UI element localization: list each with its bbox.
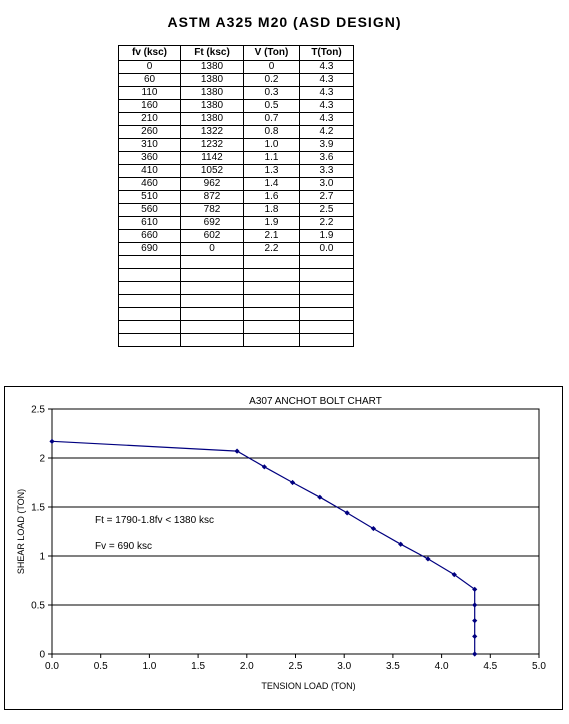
table-cell: 1.8	[244, 204, 300, 217]
table-cell: 2.5	[300, 204, 354, 217]
table-cell: 692	[181, 217, 244, 230]
data-point-marker	[472, 634, 477, 639]
y-axis-label: SHEAR LOAD (TON)	[16, 488, 26, 575]
table-cell: 3.3	[300, 165, 354, 178]
data-point-marker	[398, 542, 403, 547]
table-cell: 4.3	[300, 74, 354, 87]
table-cell: 962	[181, 178, 244, 191]
table-cell: 210	[119, 113, 181, 126]
table-cell: 0.3	[244, 87, 300, 100]
column-header-ft: Ft (ksc)	[181, 46, 244, 61]
y-tick-label: 0	[39, 649, 45, 661]
table-cell: 3.9	[300, 139, 354, 152]
column-header-fv: fv (ksc)	[119, 46, 181, 61]
y-tick-label: 1.5	[31, 502, 45, 514]
table-cell: 2.7	[300, 191, 354, 204]
table-cell: 160	[119, 100, 181, 113]
table-cell: 0.5	[244, 100, 300, 113]
table-cell: 2.2	[244, 243, 300, 256]
data-point-marker	[472, 618, 477, 623]
table-cell: 460	[119, 178, 181, 191]
table-cell: 1.1	[244, 152, 300, 165]
table-cell: 4.3	[300, 113, 354, 126]
x-tick-label: 4.0	[434, 661, 449, 672]
table-cell: 60	[119, 74, 181, 87]
y-tick-label: 0.5	[31, 600, 45, 612]
x-tick-label: 2.0	[239, 661, 254, 672]
table-cell: 0	[181, 243, 244, 256]
table-cell: 602	[181, 230, 244, 243]
data-point-marker	[425, 556, 430, 561]
table-cell: 510	[119, 191, 181, 204]
table-cell: 1380	[181, 100, 244, 113]
data-point-marker	[345, 510, 350, 515]
x-tick-label: 0.0	[45, 661, 59, 672]
table-cell: 1322	[181, 126, 244, 139]
table-cell: 560	[119, 204, 181, 217]
column-header-v: V (Ton)	[244, 46, 300, 61]
table-cell: 872	[181, 191, 244, 204]
table-cell: 1380	[181, 74, 244, 87]
x-tick-label: 3.5	[385, 661, 400, 672]
data-point-marker	[49, 439, 54, 444]
table-cell: 4.2	[300, 126, 354, 139]
table-cell: 1.9	[244, 217, 300, 230]
data-point-marker	[262, 464, 267, 469]
table-cell: 0.7	[244, 113, 300, 126]
data-point-marker	[317, 495, 322, 500]
y-tick-label: 1	[39, 551, 45, 563]
x-tick-label: 4.5	[483, 661, 498, 672]
table-cell: 110	[119, 87, 181, 100]
table-cell: 260	[119, 126, 181, 139]
table-cell: 360	[119, 152, 181, 165]
table-cell: 410	[119, 165, 181, 178]
data-point-marker	[472, 651, 477, 656]
table-cell: 610	[119, 217, 181, 230]
data-point-marker	[290, 480, 295, 485]
table-cell: 1380	[181, 61, 244, 74]
table-cell: 782	[181, 204, 244, 217]
table-cell: 1.3	[244, 165, 300, 178]
table-cell: 690	[119, 243, 181, 256]
table-cell: 1142	[181, 152, 244, 165]
table-cell: 0.0	[300, 243, 354, 256]
table-cell: 0	[244, 61, 300, 74]
column-header-t: T(Ton)	[300, 46, 354, 61]
x-axis-label: TENSION LOAD (TON)	[261, 681, 356, 691]
x-tick-label: 5.0	[532, 661, 546, 672]
table-cell: 1.4	[244, 178, 300, 191]
table-cell: 4.3	[300, 61, 354, 74]
table-cell: 660	[119, 230, 181, 243]
table-cell: 0.8	[244, 126, 300, 139]
table-cell: 1380	[181, 113, 244, 126]
table-cell: 3.6	[300, 152, 354, 165]
table-cell: 0	[119, 61, 181, 74]
y-tick-label: 2	[39, 453, 45, 465]
table-cell: 1052	[181, 165, 244, 178]
page-title: ASTM A325 M20 (ASD DESIGN)	[167, 14, 402, 30]
table-cell: 0.2	[244, 74, 300, 87]
x-tick-label: 1.0	[142, 661, 157, 672]
table-cell: 310	[119, 139, 181, 152]
fv-annotation: Fv = 690 ksc	[95, 541, 152, 552]
table-cell: 2.2	[300, 217, 354, 230]
table-cell: 4.3	[300, 87, 354, 100]
chart-title: A307 ANCHOT BOLT CHART	[249, 396, 382, 407]
x-tick-label: 0.5	[93, 661, 108, 672]
table-cell: 1.9	[300, 230, 354, 243]
data-point-marker	[371, 526, 376, 531]
table-cell: 1380	[181, 87, 244, 100]
data-point-marker	[234, 449, 239, 454]
table-cell: 1.6	[244, 191, 300, 204]
table-cell: 3.0	[300, 178, 354, 191]
table-cell: 1232	[181, 139, 244, 152]
x-tick-label: 2.5	[288, 661, 303, 672]
y-tick-label: 2.5	[31, 404, 45, 416]
data-point-marker	[472, 602, 477, 607]
x-tick-label: 3.0	[337, 661, 352, 672]
formula-annotation: Ft = 1790-1.8fv < 1380 ksc	[95, 515, 214, 526]
table-cell: 1.0	[244, 139, 300, 152]
x-tick-label: 1.5	[191, 661, 206, 672]
table-cell: 2.1	[244, 230, 300, 243]
table-cell: 4.3	[300, 100, 354, 113]
